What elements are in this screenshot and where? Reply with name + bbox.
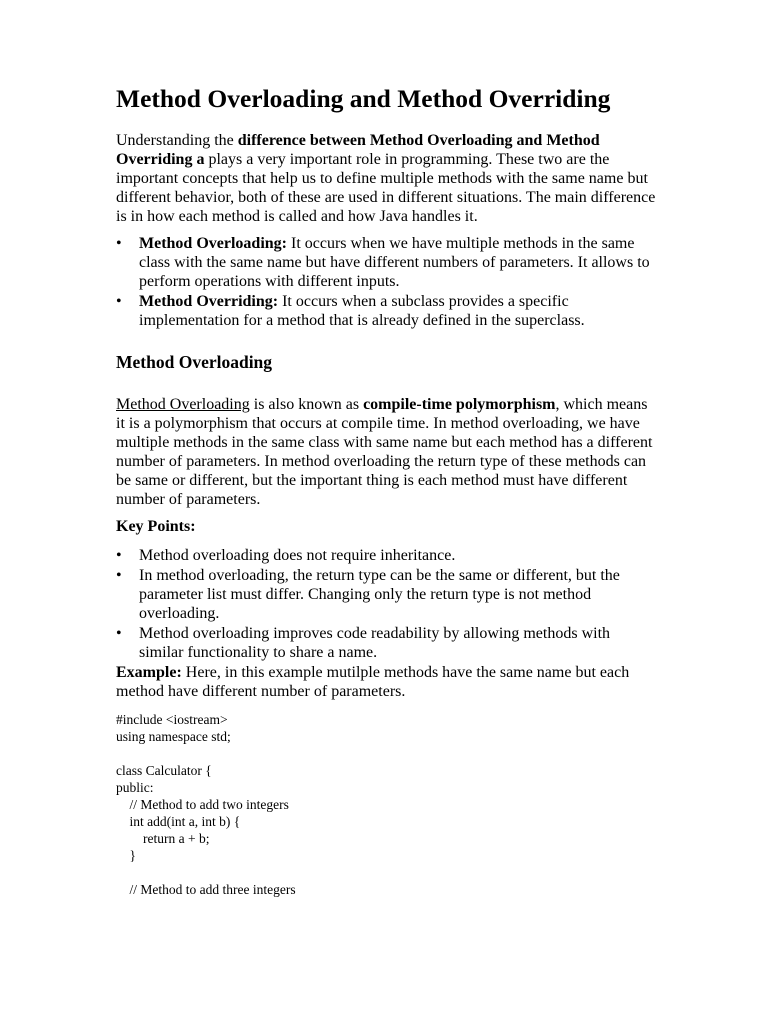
example-label: Example: (116, 663, 182, 681)
list-item (116, 624, 656, 662)
code-line: class Calculator { (116, 762, 212, 778)
page-title: Method Overloading and Method Overriding (116, 84, 611, 113)
definition-text: It occurs when a subclass provides a specific implementation for a method that is already defined in the superclass. (139, 292, 585, 329)
intro-bold-text: difference between Method Overloading and Method Overriding a (116, 131, 600, 168)
code-block (116, 711, 656, 898)
overloading-bold-text: compile-time polymorphism (363, 395, 556, 413)
code-line: #include <iostream> (116, 711, 228, 727)
code-line (116, 745, 656, 762)
key-point-text: In method overloading, the return type can be the same or different, but the parameter list must differ. Changing only the return type is not method overloading. (139, 566, 620, 622)
example-text: Here, in this example mutilple methods have the same name but each method have different number of parameters. (116, 663, 630, 700)
section-heading: Method Overloading (116, 351, 273, 372)
example-paragraph (116, 663, 656, 701)
code-line: // Method to add two integers (116, 796, 289, 812)
code-line: } (116, 847, 136, 863)
key-points-heading: Key Points: (116, 517, 196, 535)
document-content (116, 84, 656, 898)
definitions-list (116, 234, 656, 330)
code-line: using namespace std; (116, 728, 231, 744)
list-item (116, 234, 656, 291)
bullet-icon: • (116, 624, 122, 642)
overloading-text-end: , which means it is a polymorphism that occurs at compile time. In method overloading, we have multiple methods in the same class with same name but each method has a different number of parameters. In method overloading the return type of these methods can be same or different, but the important thing is each method must have different number of parameters. (116, 395, 653, 508)
method-overloading-link[interactable]: Method Overloading (116, 395, 250, 413)
overloading-paragraph (116, 395, 656, 509)
bullet-icon: • (116, 234, 122, 252)
list-item (116, 566, 656, 623)
overloading-text-start: is also known as (249, 395, 364, 413)
definition-term: Method Overriding: (139, 292, 279, 310)
code-line: // Method to add three integers (116, 881, 296, 897)
key-points-list (116, 546, 656, 662)
code-line (116, 864, 656, 881)
code-line: public: (116, 779, 154, 795)
bullet-icon: • (116, 546, 122, 564)
code-line: return a + b; (116, 830, 210, 846)
intro-text-end: plays a very important role in programming. These two are the important concepts that help us to define multiple methods with the same name but different behavior, both of these are used in different situations. The main difference is in how each method is called and how Java handles it. (116, 150, 656, 225)
bullet-icon: • (116, 292, 122, 310)
key-point-text: Method overloading improves code readability by allowing methods with similar functionality to share a name. (139, 624, 611, 661)
intro-text-start: Understanding the (116, 131, 238, 149)
definition-text: It occurs when we have multiple methods in the same class with the same name but have different numbers of parameters. It allows to perform operations with different inputs. (139, 234, 650, 290)
intro-paragraph (116, 131, 656, 226)
list-item (116, 546, 656, 565)
bullet-icon: • (116, 566, 122, 584)
list-item (116, 292, 656, 330)
definition-term: Method Overloading: (139, 234, 287, 252)
key-point-text: Method overloading does not require inheritance. (139, 546, 456, 564)
code-line: int add(int a, int b) { (116, 813, 241, 829)
